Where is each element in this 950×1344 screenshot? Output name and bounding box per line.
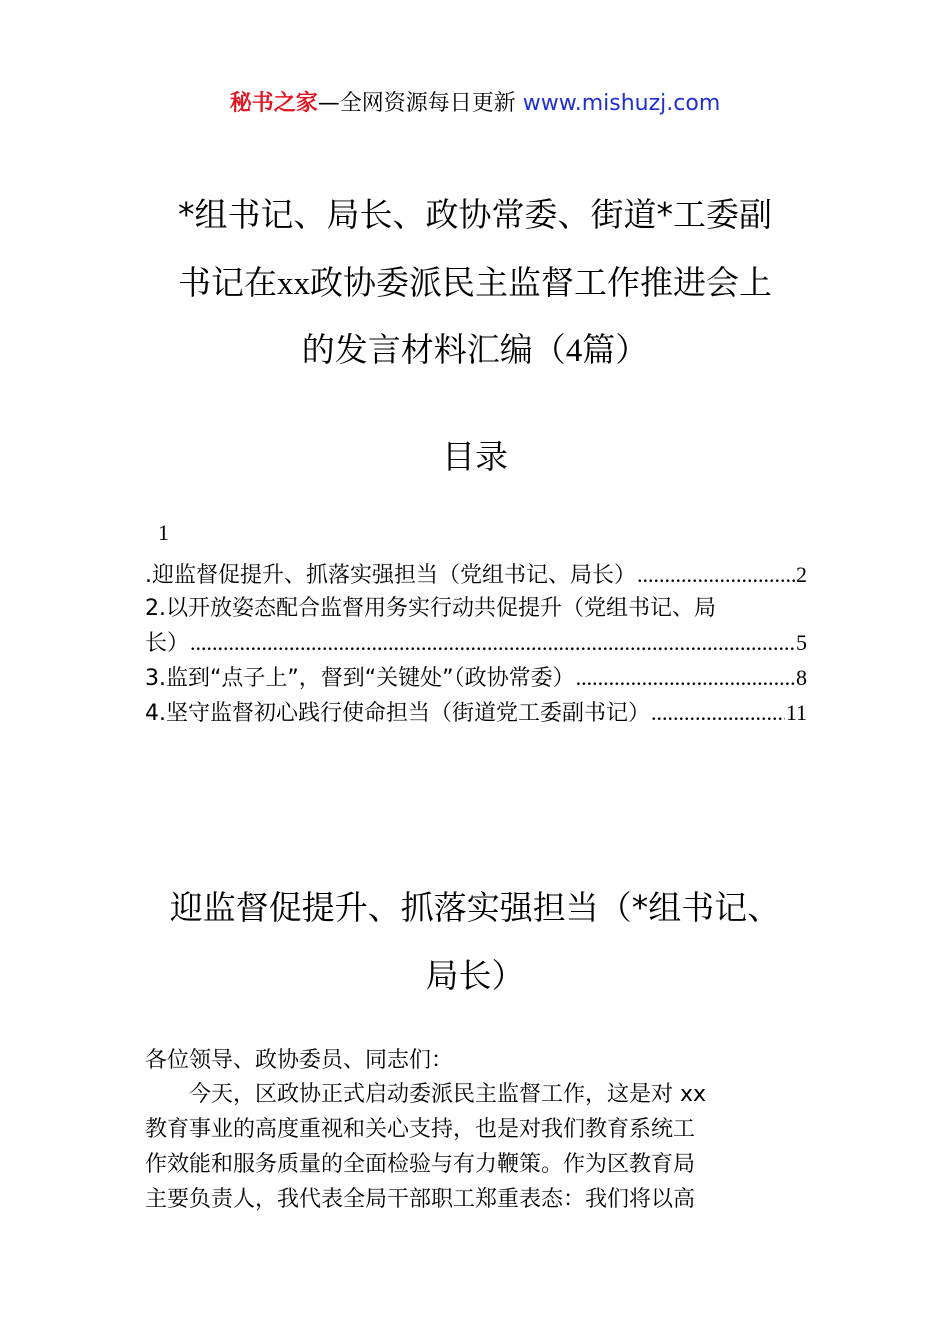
document-title-text: xx bbox=[277, 266, 310, 302]
toc-page-number: 2 bbox=[796, 562, 807, 587]
toc-entry-2-cont[interactable] bbox=[145, 626, 807, 660]
document-title-line-1 bbox=[0, 189, 950, 236]
toc-heading: 目录 bbox=[442, 437, 508, 476]
body-text-line: 教育事业的高度重视和关心支持，也是对我们教育系统工 bbox=[145, 1117, 696, 1142]
toc-leader-dots bbox=[576, 661, 795, 695]
toc-entry-text: 4.坚守监督初心践行使命担当（街道党工委副书记） bbox=[145, 701, 650, 726]
site-header bbox=[0, 88, 950, 120]
toc-page-number: 8 bbox=[796, 665, 807, 690]
site-url-link[interactable]: www.mishuzj.com bbox=[522, 91, 721, 116]
toc-entry-text: 长） bbox=[145, 631, 190, 656]
document-title-text: 4 bbox=[565, 333, 583, 369]
body-text-line: 作效能和服务质量的全面检验与有力鞭策。作为区教育局 bbox=[145, 1152, 696, 1177]
document-title-line-2 bbox=[0, 257, 950, 304]
toc-entry-text: .迎监督促提升、抓落实强担当（党组书记、局长） bbox=[145, 563, 636, 588]
toc-entry-number: 1 bbox=[158, 520, 169, 545]
toc-leader-dots bbox=[190, 626, 795, 660]
section-title-line-2: 局长） bbox=[425, 956, 525, 995]
toc-leader-dots bbox=[651, 696, 785, 730]
salutation: 各位领导、政协委员、同志们： bbox=[145, 1048, 454, 1073]
document-title-text: *组书记、局长、政协常委、街道*工委副 bbox=[178, 195, 772, 234]
document-title-text: 的发言材料汇编（ bbox=[301, 330, 566, 369]
section-title-line-1: 迎监督促提升、抓落实强担当（*组书记、 bbox=[169, 888, 781, 927]
brand-name: 秘书之家 bbox=[229, 91, 318, 116]
document-title-line-3 bbox=[0, 324, 950, 371]
toc-page-number: 11 bbox=[785, 700, 807, 725]
toc-entry-text: 3.监到“点子上”，督到“关键处”（政协常委） bbox=[145, 666, 575, 691]
toc-entry-4[interactable] bbox=[145, 696, 807, 730]
document-title-text: 篇） bbox=[582, 330, 649, 369]
body-text-line: 主要负责人，我代表全局干部职工郑重表态：我们将以高 bbox=[145, 1187, 696, 1212]
toc-entry-3[interactable] bbox=[145, 661, 807, 695]
document-title-text: 书记在 bbox=[178, 263, 277, 302]
toc-entry-2[interactable] bbox=[145, 592, 807, 626]
toc-page-number: 5 bbox=[796, 630, 807, 655]
body-text-line: 今天，区政协正式启动委派民主监督工作，这是对 xx bbox=[145, 1082, 707, 1107]
document-title-text: 政协委派民主监督工作推进会上 bbox=[310, 263, 772, 302]
toc-entry-text: 2.以开放姿态配合监督用务实行动共促提升（党组书记、局 bbox=[145, 596, 716, 621]
header-tagline: —全网资源每日更新 bbox=[317, 91, 523, 116]
toc-leader-dots bbox=[637, 558, 795, 592]
toc-entry-1[interactable] bbox=[145, 558, 807, 592]
